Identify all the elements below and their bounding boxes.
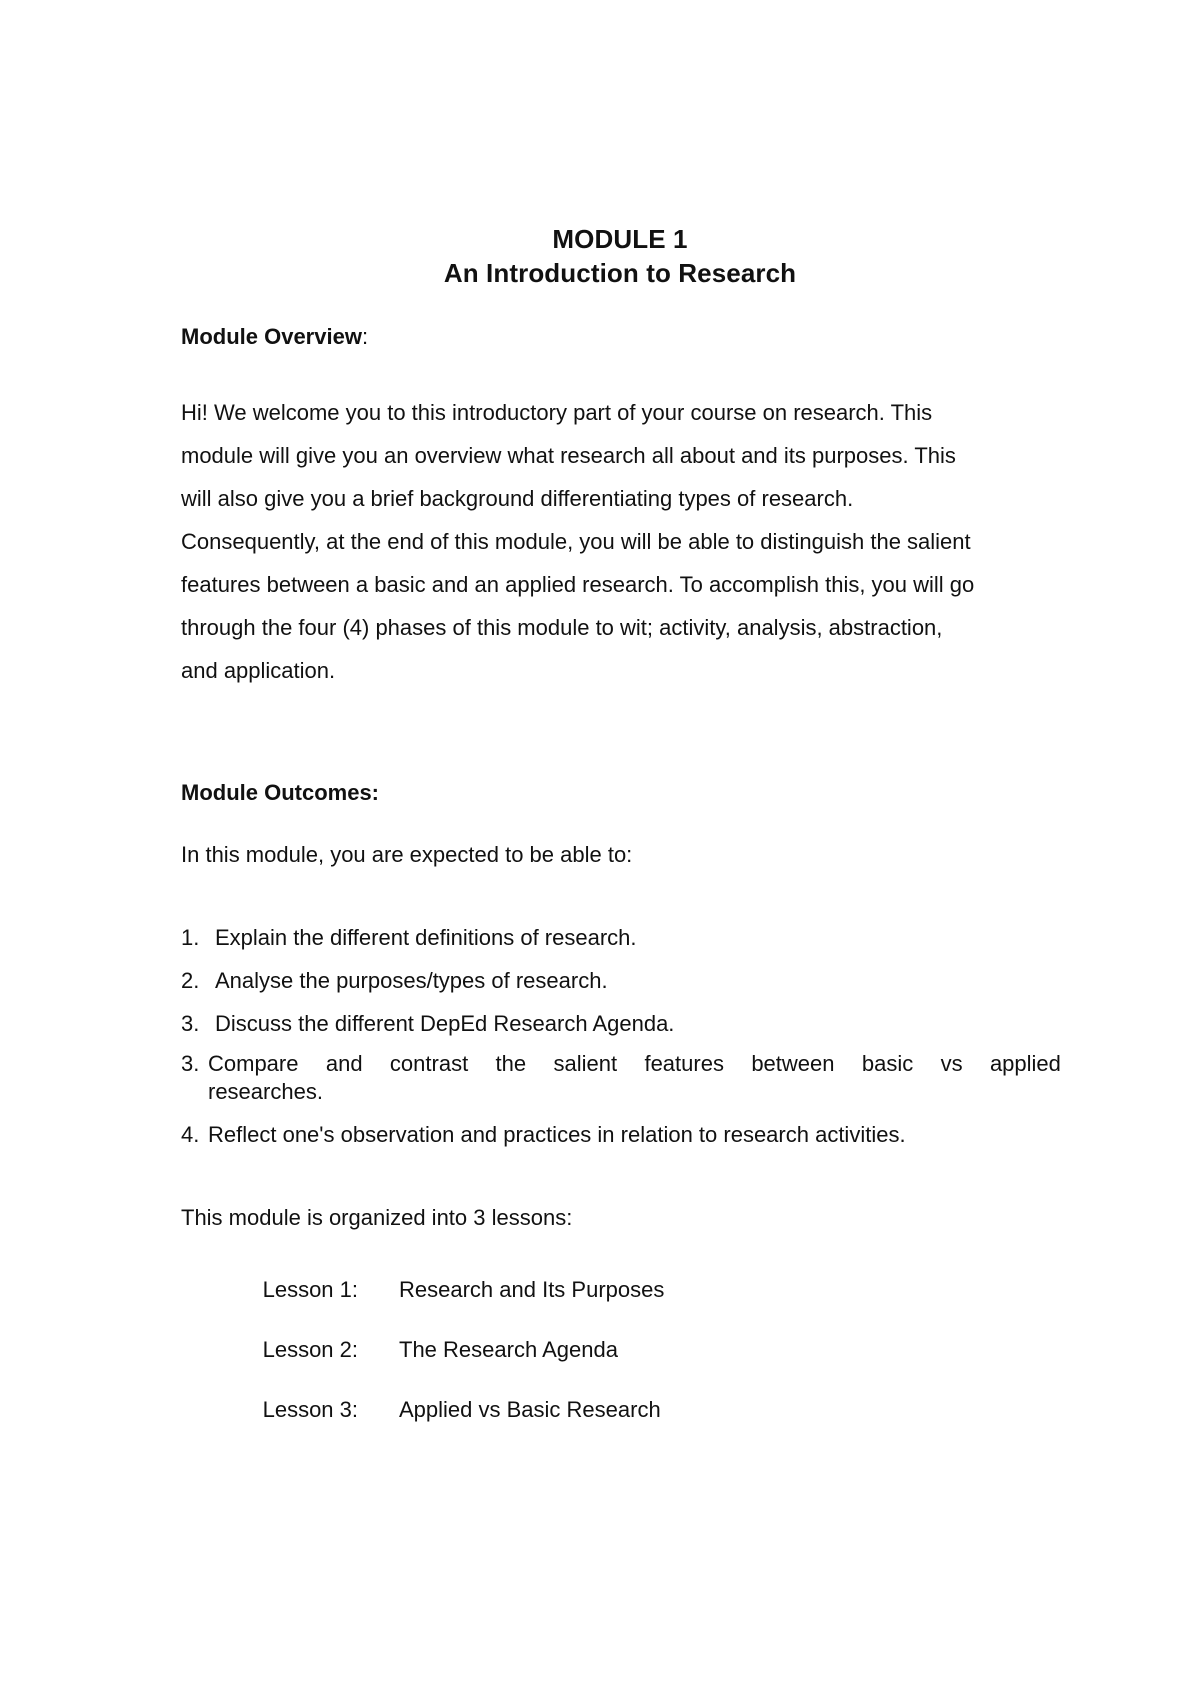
overview-heading-text: Module Overview (181, 324, 362, 349)
overview-line: through the four (4) phases of this module to wit; activity, analysis, abstraction, (181, 615, 943, 640)
lesson-label: Lesson 2: (262, 1337, 358, 1362)
outcome-text: Reflect one's observation and practices in relation to research activities. (208, 1122, 906, 1147)
outcome-number: 2. (181, 968, 200, 993)
module-title: An Introduction to Research (443, 258, 797, 288)
overview-line: will also give you a brief background differentiating types of research. (181, 486, 854, 511)
lesson-title: The Research Agenda (399, 1337, 618, 1362)
lesson-title: Research and Its Purposes (399, 1277, 665, 1302)
lessons-intro: This module is organized into 3 lessons: (181, 1205, 573, 1230)
overview-paragraph (181, 391, 1061, 692)
outcome-text: Explain the different definitions of research. (215, 925, 637, 950)
overview-heading (181, 324, 368, 350)
outcome-word: salient (553, 1051, 618, 1076)
outcome-word: and (325, 1051, 363, 1076)
outcome-word: vs (940, 1051, 963, 1076)
outcome-text: Discuss the different DepEd Research Agenda. (215, 1011, 675, 1036)
outcome-word: Compare (208, 1051, 299, 1076)
lesson-title: Applied vs Basic Research (399, 1397, 661, 1422)
outcome-text-justified (208, 1051, 1061, 1077)
outcome-text: Analyse the purposes/types of research. (215, 968, 608, 993)
outcome-number: 3. (181, 1051, 200, 1076)
overview-heading-colon: : (361, 324, 369, 349)
lesson-label: Lesson 1: (262, 1277, 358, 1302)
outcome-word: the (495, 1051, 527, 1076)
module-number: MODULE 1 (552, 224, 688, 254)
lesson-label: Lesson 3: (262, 1397, 358, 1422)
outcome-word: between (751, 1051, 835, 1076)
overview-line: module will give you an overview what research all about and its purposes. This (181, 443, 956, 468)
outcome-text-continued: researches. (208, 1079, 323, 1104)
outcomes-heading: Module Outcomes: (181, 780, 380, 805)
overview-line: Consequently, at the end of this module, you will be able to distinguish the salient (181, 529, 971, 554)
overview-line: Hi! We welcome you to this introductory part of your course on research. This (181, 400, 933, 425)
outcome-word: features (644, 1051, 724, 1076)
outcome-word: contrast (389, 1051, 469, 1076)
outcome-number: 1. (181, 925, 200, 950)
outcome-number: 4. (181, 1122, 200, 1147)
outcome-word: applied (989, 1051, 1061, 1076)
outcome-word: basic (861, 1051, 914, 1076)
outcomes-intro: In this module, you are expected to be able to: (181, 842, 633, 867)
overview-line: features between a basic and an applied research. To accomplish this, you will go (181, 572, 975, 597)
outcome-number: 3. (181, 1011, 200, 1036)
overview-line: and application. (181, 658, 336, 683)
